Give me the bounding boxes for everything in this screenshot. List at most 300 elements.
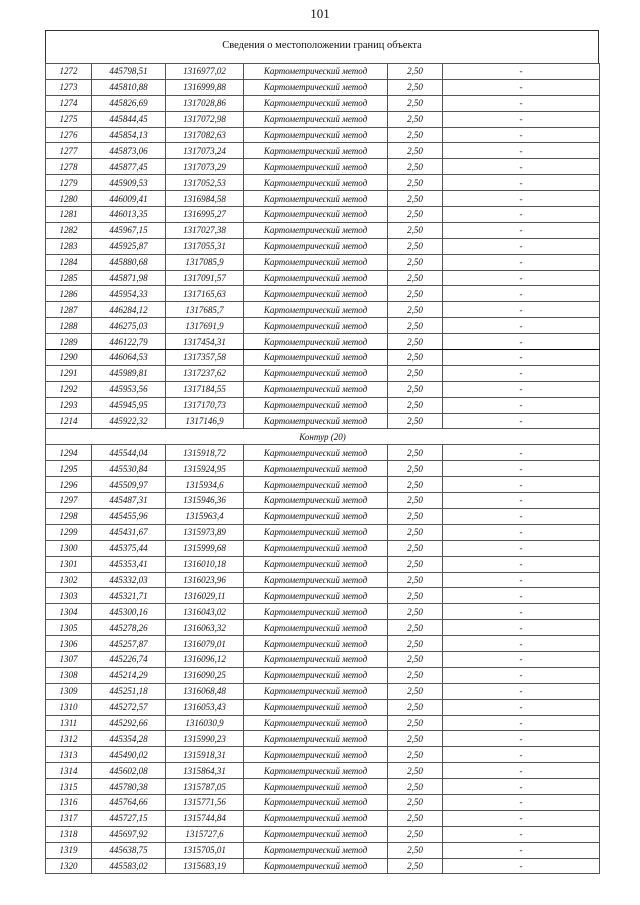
- description-cell: -: [443, 572, 600, 588]
- coord-x-cell: 445530,84: [92, 461, 166, 477]
- method-cell: Картометрический метод: [244, 413, 388, 429]
- coord-y-cell: 1316977,02: [166, 64, 244, 80]
- coord-x-cell: 445214,29: [92, 667, 166, 683]
- table-row: [46, 493, 600, 509]
- table-row: [46, 556, 600, 572]
- method-cell: Картометрический метод: [244, 620, 388, 636]
- coord-x-cell: 445909,53: [92, 175, 166, 191]
- coord-x-cell: 445487,31: [92, 493, 166, 509]
- method-cell: Картометрический метод: [244, 636, 388, 652]
- table-row: [46, 508, 600, 524]
- table-row: [46, 143, 600, 159]
- description-cell: -: [443, 175, 600, 191]
- description-cell: -: [443, 159, 600, 175]
- precision-cell: 2,50: [388, 365, 443, 381]
- coord-x-cell: 446122,79: [92, 334, 166, 350]
- point-number-cell: 1291: [46, 365, 92, 381]
- description-cell: -: [443, 779, 600, 795]
- precision-cell: 2,50: [388, 747, 443, 763]
- coord-y-cell: 1317073,29: [166, 159, 244, 175]
- point-number-cell: 1278: [46, 159, 92, 175]
- method-cell: Картометрический метод: [244, 779, 388, 795]
- coord-x-cell: 445257,87: [92, 636, 166, 652]
- point-number-cell: 1307: [46, 651, 92, 667]
- method-cell: Картометрический метод: [244, 747, 388, 763]
- coord-x-cell: 445826,69: [92, 95, 166, 111]
- point-number-cell: 1300: [46, 540, 92, 556]
- table-row: [46, 318, 600, 334]
- description-cell: -: [443, 604, 600, 620]
- description-cell: -: [443, 731, 600, 747]
- precision-cell: 2,50: [388, 763, 443, 779]
- table-row: [46, 858, 600, 874]
- coord-x-cell: 445332,03: [92, 572, 166, 588]
- point-number-cell: 1286: [46, 286, 92, 302]
- table-row: [46, 270, 600, 286]
- coord-x-cell: 446009,41: [92, 191, 166, 207]
- table-row: [46, 111, 600, 127]
- precision-cell: 2,50: [388, 604, 443, 620]
- method-cell: Картометрический метод: [244, 588, 388, 604]
- coord-x-cell: 445727,15: [92, 810, 166, 826]
- precision-cell: 2,50: [388, 127, 443, 143]
- point-number-cell: 1319: [46, 842, 92, 858]
- description-cell: -: [443, 651, 600, 667]
- method-cell: Картометрический метод: [244, 826, 388, 842]
- point-number-cell: 1302: [46, 572, 92, 588]
- coord-y-cell: 1317170,73: [166, 397, 244, 413]
- method-cell: Картометрический метод: [244, 715, 388, 731]
- table-row: [46, 477, 600, 493]
- coord-x-cell: 445854,13: [92, 127, 166, 143]
- coord-y-cell: 1316030,9: [166, 715, 244, 731]
- description-cell: -: [443, 826, 600, 842]
- precision-cell: 2,50: [388, 810, 443, 826]
- method-cell: Картометрический метод: [244, 731, 388, 747]
- table-row: [46, 667, 600, 683]
- coord-x-cell: 445780,38: [92, 779, 166, 795]
- table-row: [46, 572, 600, 588]
- table-row: [46, 127, 600, 143]
- precision-cell: 2,50: [388, 79, 443, 95]
- coord-x-cell: 446064,53: [92, 350, 166, 366]
- method-cell: Картометрический метод: [244, 143, 388, 159]
- method-cell: Картометрический метод: [244, 302, 388, 318]
- precision-cell: 2,50: [388, 731, 443, 747]
- coord-x-cell: 445455,96: [92, 508, 166, 524]
- method-cell: Картометрический метод: [244, 191, 388, 207]
- table-row: [46, 683, 600, 699]
- description-cell: -: [443, 636, 600, 652]
- point-number-cell: 1214: [46, 413, 92, 429]
- coord-x-cell: 445602,08: [92, 763, 166, 779]
- coord-y-cell: 1317237,62: [166, 365, 244, 381]
- description-cell: -: [443, 95, 600, 111]
- point-number-cell: 1275: [46, 111, 92, 127]
- coord-y-cell: 1317085,9: [166, 254, 244, 270]
- table-row: [46, 588, 600, 604]
- coord-y-cell: 1316079,01: [166, 636, 244, 652]
- table-row: [46, 842, 600, 858]
- point-number-cell: 1272: [46, 64, 92, 80]
- coord-y-cell: 1315771,56: [166, 794, 244, 810]
- description-cell: -: [443, 699, 600, 715]
- precision-cell: 2,50: [388, 222, 443, 238]
- method-cell: Картометрический метод: [244, 95, 388, 111]
- precision-cell: 2,50: [388, 715, 443, 731]
- description-cell: -: [443, 794, 600, 810]
- precision-cell: 2,50: [388, 493, 443, 509]
- table-row: [46, 731, 600, 747]
- table-row: [46, 413, 600, 429]
- contour-label: Контур (20): [46, 429, 600, 445]
- point-number-cell: 1294: [46, 445, 92, 461]
- point-number-cell: 1274: [46, 95, 92, 111]
- method-cell: Картометрический метод: [244, 842, 388, 858]
- coord-x-cell: 445544,04: [92, 445, 166, 461]
- method-cell: Картометрический метод: [244, 64, 388, 80]
- description-cell: -: [443, 413, 600, 429]
- method-cell: Картометрический метод: [244, 350, 388, 366]
- coord-y-cell: 1317028,86: [166, 95, 244, 111]
- table-row: [46, 207, 600, 223]
- precision-cell: 2,50: [388, 699, 443, 715]
- method-cell: Картометрический метод: [244, 79, 388, 95]
- description-cell: -: [443, 493, 600, 509]
- coord-y-cell: 1316999,88: [166, 79, 244, 95]
- coord-y-cell: 1317685,7: [166, 302, 244, 318]
- precision-cell: 2,50: [388, 858, 443, 874]
- method-cell: Картометрический метод: [244, 222, 388, 238]
- method-cell: Картометрический метод: [244, 127, 388, 143]
- description-cell: -: [443, 127, 600, 143]
- table-row: [46, 651, 600, 667]
- method-cell: Картометрический метод: [244, 477, 388, 493]
- point-number-cell: 1292: [46, 381, 92, 397]
- description-cell: -: [443, 477, 600, 493]
- coord-x-cell: 445954,33: [92, 286, 166, 302]
- coord-y-cell: 1315990,23: [166, 731, 244, 747]
- coord-x-cell: 445583,02: [92, 858, 166, 874]
- table-row: [46, 254, 600, 270]
- point-number-cell: 1314: [46, 763, 92, 779]
- point-number-cell: 1299: [46, 524, 92, 540]
- description-cell: -: [443, 508, 600, 524]
- coord-y-cell: 1316068,48: [166, 683, 244, 699]
- coord-y-cell: 1316096,12: [166, 651, 244, 667]
- table-row: [46, 620, 600, 636]
- table-row: [46, 64, 600, 80]
- point-number-cell: 1283: [46, 238, 92, 254]
- coord-x-cell: 446013,35: [92, 207, 166, 223]
- precision-cell: 2,50: [388, 794, 443, 810]
- point-number-cell: 1287: [46, 302, 92, 318]
- table-row: [46, 334, 600, 350]
- coord-y-cell: 1317091,57: [166, 270, 244, 286]
- table-row: [46, 222, 600, 238]
- method-cell: Картометрический метод: [244, 318, 388, 334]
- boundary-table: [45, 63, 600, 874]
- point-number-cell: 1288: [46, 318, 92, 334]
- point-number-cell: 1290: [46, 350, 92, 366]
- precision-cell: 2,50: [388, 270, 443, 286]
- description-cell: -: [443, 222, 600, 238]
- table-row: [46, 286, 600, 302]
- method-cell: Картометрический метод: [244, 238, 388, 254]
- table-row: [46, 175, 600, 191]
- description-cell: -: [443, 524, 600, 540]
- coord-x-cell: 445873,06: [92, 143, 166, 159]
- precision-cell: 2,50: [388, 445, 443, 461]
- coord-y-cell: 1315934,6: [166, 477, 244, 493]
- method-cell: Картометрический метод: [244, 493, 388, 509]
- precision-cell: 2,50: [388, 556, 443, 572]
- description-cell: -: [443, 620, 600, 636]
- precision-cell: 2,50: [388, 620, 443, 636]
- table-title: Сведения о местоположении границ объекта: [222, 40, 422, 51]
- coord-x-cell: 445810,88: [92, 79, 166, 95]
- point-number-cell: 1311: [46, 715, 92, 731]
- point-number-cell: 1279: [46, 175, 92, 191]
- description-cell: -: [443, 111, 600, 127]
- coord-y-cell: 1315918,31: [166, 747, 244, 763]
- coord-y-cell: 1317691,9: [166, 318, 244, 334]
- precision-cell: 2,50: [388, 111, 443, 127]
- coord-y-cell: 1317055,31: [166, 238, 244, 254]
- description-cell: -: [443, 270, 600, 286]
- table-row: [46, 604, 600, 620]
- precision-cell: 2,50: [388, 477, 443, 493]
- coord-x-cell: 445945,95: [92, 397, 166, 413]
- precision-cell: 2,50: [388, 334, 443, 350]
- coord-y-cell: 1317357,58: [166, 350, 244, 366]
- table-row: [46, 826, 600, 842]
- coord-x-cell: 445953,56: [92, 381, 166, 397]
- coord-x-cell: 445967,15: [92, 222, 166, 238]
- description-cell: -: [443, 858, 600, 874]
- method-cell: Картометрический метод: [244, 794, 388, 810]
- precision-cell: 2,50: [388, 254, 443, 270]
- point-number-cell: 1293: [46, 397, 92, 413]
- method-cell: Картометрический метод: [244, 445, 388, 461]
- point-number-cell: 1312: [46, 731, 92, 747]
- coord-y-cell: 1317454,31: [166, 334, 244, 350]
- point-number-cell: 1296: [46, 477, 92, 493]
- table-row: [46, 350, 600, 366]
- method-cell: Картометрический метод: [244, 175, 388, 191]
- precision-cell: 2,50: [388, 64, 443, 80]
- point-number-cell: 1309: [46, 683, 92, 699]
- point-number-cell: 1301: [46, 556, 92, 572]
- coord-y-cell: 1315705,01: [166, 842, 244, 858]
- point-number-cell: 1318: [46, 826, 92, 842]
- point-number-cell: 1297: [46, 493, 92, 509]
- coord-y-cell: 1317072,98: [166, 111, 244, 127]
- table-row: [46, 699, 600, 715]
- table-row: [46, 302, 600, 318]
- coord-x-cell: 445431,67: [92, 524, 166, 540]
- description-cell: -: [443, 302, 600, 318]
- table-row: [46, 95, 600, 111]
- coord-x-cell: 445877,45: [92, 159, 166, 175]
- precision-cell: 2,50: [388, 572, 443, 588]
- description-cell: -: [443, 445, 600, 461]
- coord-x-cell: 445278,26: [92, 620, 166, 636]
- precision-cell: 2,50: [388, 588, 443, 604]
- table-row: [46, 715, 600, 731]
- point-number-cell: 1277: [46, 143, 92, 159]
- point-number-cell: 1284: [46, 254, 92, 270]
- table-row: [46, 636, 600, 652]
- coord-x-cell: 445353,41: [92, 556, 166, 572]
- method-cell: Картометрический метод: [244, 858, 388, 874]
- method-cell: Картометрический метод: [244, 699, 388, 715]
- description-cell: -: [443, 286, 600, 302]
- method-cell: Картометрический метод: [244, 254, 388, 270]
- description-cell: -: [443, 254, 600, 270]
- method-cell: Картометрический метод: [244, 810, 388, 826]
- table-row: [46, 747, 600, 763]
- method-cell: Картометрический метод: [244, 556, 388, 572]
- method-cell: Картометрический метод: [244, 651, 388, 667]
- description-cell: -: [443, 238, 600, 254]
- coord-x-cell: 445697,92: [92, 826, 166, 842]
- coord-y-cell: 1316010,18: [166, 556, 244, 572]
- coord-y-cell: 1316063,32: [166, 620, 244, 636]
- coord-x-cell: 445798,51: [92, 64, 166, 80]
- coord-y-cell: 1316090,25: [166, 667, 244, 683]
- method-cell: Картометрический метод: [244, 508, 388, 524]
- point-number-cell: 1306: [46, 636, 92, 652]
- coord-x-cell: 445925,87: [92, 238, 166, 254]
- coord-y-cell: 1316995,27: [166, 207, 244, 223]
- coord-y-cell: 1315787,05: [166, 779, 244, 795]
- method-cell: Картометрический метод: [244, 604, 388, 620]
- coord-x-cell: 445989,81: [92, 365, 166, 381]
- coord-x-cell: 445764,66: [92, 794, 166, 810]
- precision-cell: 2,50: [388, 667, 443, 683]
- coord-x-cell: 445871,98: [92, 270, 166, 286]
- point-number-cell: 1310: [46, 699, 92, 715]
- point-number-cell: 1295: [46, 461, 92, 477]
- point-number-cell: 1315: [46, 779, 92, 795]
- precision-cell: 2,50: [388, 159, 443, 175]
- point-number-cell: 1280: [46, 191, 92, 207]
- description-cell: -: [443, 191, 600, 207]
- coord-x-cell: 445272,57: [92, 699, 166, 715]
- description-cell: -: [443, 556, 600, 572]
- coord-y-cell: 1315924,95: [166, 461, 244, 477]
- table-row: [46, 461, 600, 477]
- coord-x-cell: 445880,68: [92, 254, 166, 270]
- point-number-cell: 1313: [46, 747, 92, 763]
- table-row: [46, 794, 600, 810]
- method-cell: Картометрический метод: [244, 111, 388, 127]
- coord-y-cell: 1317073,24: [166, 143, 244, 159]
- description-cell: -: [443, 79, 600, 95]
- table-row: [46, 779, 600, 795]
- coord-y-cell: 1316029,11: [166, 588, 244, 604]
- method-cell: Картометрический метод: [244, 286, 388, 302]
- description-cell: -: [443, 842, 600, 858]
- point-number-cell: 1308: [46, 667, 92, 683]
- table-row: [46, 763, 600, 779]
- point-number-cell: 1276: [46, 127, 92, 143]
- coord-x-cell: 445844,45: [92, 111, 166, 127]
- description-cell: -: [443, 64, 600, 80]
- coord-x-cell: 445922,32: [92, 413, 166, 429]
- method-cell: Картометрический метод: [244, 572, 388, 588]
- table-header-frame: [45, 30, 599, 64]
- method-cell: Картометрический метод: [244, 683, 388, 699]
- precision-cell: 2,50: [388, 842, 443, 858]
- method-cell: Картометрический метод: [244, 381, 388, 397]
- table-row: [46, 238, 600, 254]
- precision-cell: 2,50: [388, 175, 443, 191]
- coord-x-cell: 445638,75: [92, 842, 166, 858]
- description-cell: -: [443, 397, 600, 413]
- table-row: [46, 540, 600, 556]
- precision-cell: 2,50: [388, 636, 443, 652]
- coord-y-cell: 1316053,43: [166, 699, 244, 715]
- description-cell: -: [443, 683, 600, 699]
- point-number-cell: 1304: [46, 604, 92, 620]
- method-cell: Картометрический метод: [244, 207, 388, 223]
- method-cell: Картометрический метод: [244, 365, 388, 381]
- precision-cell: 2,50: [388, 238, 443, 254]
- point-number-cell: 1282: [46, 222, 92, 238]
- description-cell: -: [443, 350, 600, 366]
- coord-x-cell: 445226,74: [92, 651, 166, 667]
- description-cell: -: [443, 715, 600, 731]
- coord-x-cell: 445251,18: [92, 683, 166, 699]
- page-number: 101: [310, 6, 330, 21]
- method-cell: Картометрический метод: [244, 540, 388, 556]
- precision-cell: 2,50: [388, 508, 443, 524]
- description-cell: -: [443, 810, 600, 826]
- precision-cell: 2,50: [388, 350, 443, 366]
- point-number-cell: 1273: [46, 79, 92, 95]
- coord-y-cell: 1315744,84: [166, 810, 244, 826]
- method-cell: Картометрический метод: [244, 461, 388, 477]
- point-number-cell: 1285: [46, 270, 92, 286]
- coord-x-cell: 445354,28: [92, 731, 166, 747]
- precision-cell: 2,50: [388, 413, 443, 429]
- coord-x-cell: 445300,16: [92, 604, 166, 620]
- coord-y-cell: 1317165,63: [166, 286, 244, 302]
- table-row: [46, 365, 600, 381]
- precision-cell: 2,50: [388, 95, 443, 111]
- point-number-cell: 1281: [46, 207, 92, 223]
- coord-y-cell: 1317146,9: [166, 413, 244, 429]
- coord-x-cell: 445509,97: [92, 477, 166, 493]
- method-cell: Картометрический метод: [244, 334, 388, 350]
- point-number-cell: 1289: [46, 334, 92, 350]
- coord-x-cell: 446275,03: [92, 318, 166, 334]
- description-cell: -: [443, 143, 600, 159]
- coord-y-cell: 1317082,63: [166, 127, 244, 143]
- table-body: [46, 64, 600, 874]
- coord-y-cell: 1315973,89: [166, 524, 244, 540]
- coord-y-cell: 1315999,68: [166, 540, 244, 556]
- precision-cell: 2,50: [388, 826, 443, 842]
- table-row: [46, 445, 600, 461]
- method-cell: Картометрический метод: [244, 667, 388, 683]
- coord-x-cell: 446284,12: [92, 302, 166, 318]
- point-number-cell: 1316: [46, 794, 92, 810]
- coord-y-cell: 1316043,02: [166, 604, 244, 620]
- description-cell: -: [443, 461, 600, 477]
